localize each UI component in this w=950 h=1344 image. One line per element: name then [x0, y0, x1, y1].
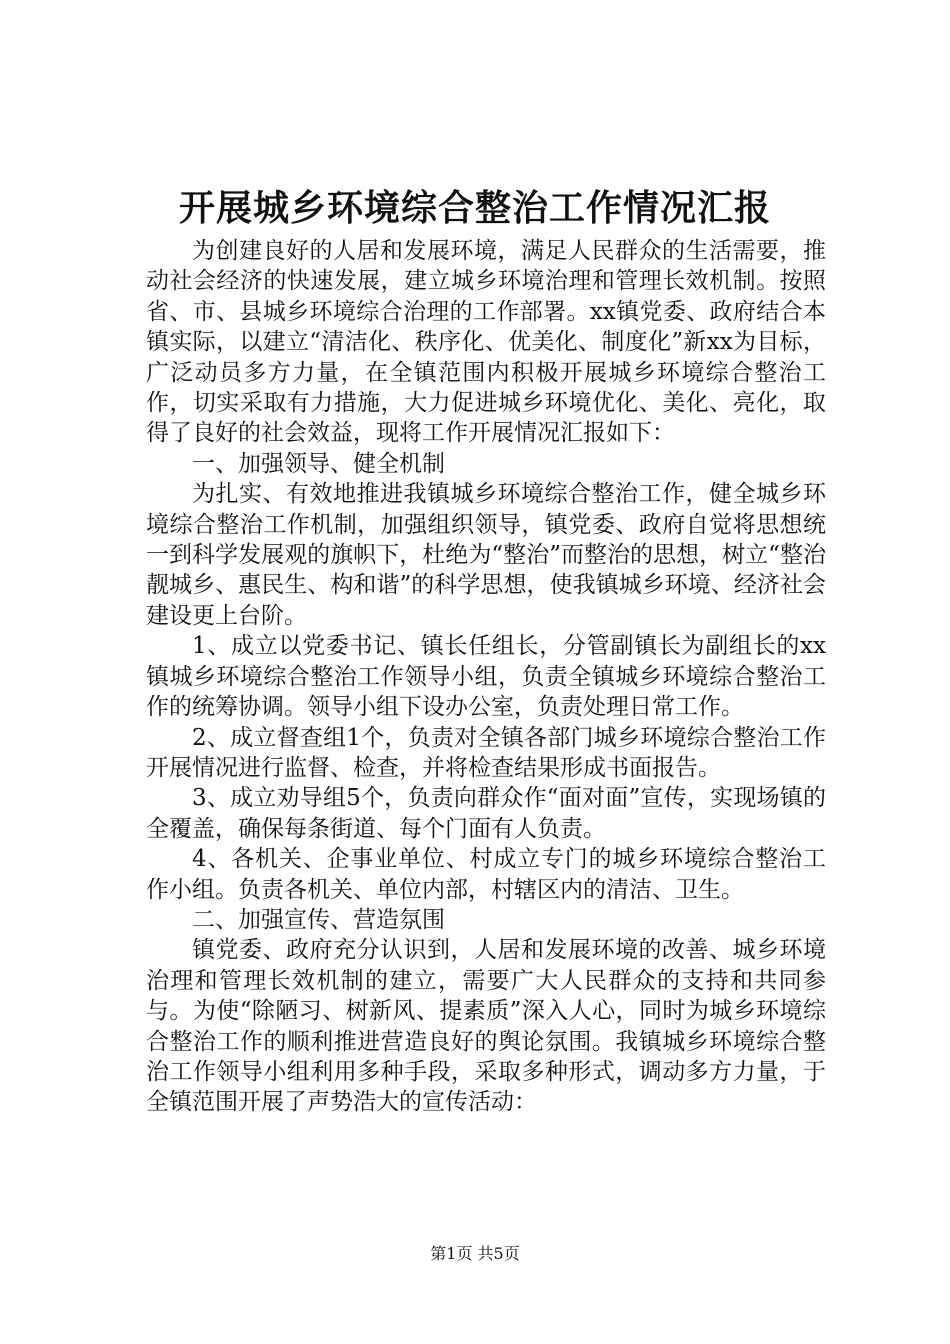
intro-paragraph: 为创建良好的人居和发展环境，满足人民群众的生活需要，推动社会经济的快速发展，建立城乡环境治理和管理长效机制。按照省、市、县城乡环境综合治理的工作部署。xx镇党委、政府结合本镇实际，以建立“清洁化、秩序化、优美化、制度化”新xx为目标，广泛动员多方力量，在全镇范围内积极开展城乡环境综合整治工作，切实采取有力措施，大力促进城乡环境优化、美化、亮化，取得了良好的社会效益，现将工作开展情况汇报如下： [146, 238, 826, 447]
document-title: 开展城乡环境综合整治工作情况汇报 [178, 187, 771, 229]
section-heading-2: 二、加强宣传、营造氛围 [192, 906, 445, 933]
section-2-paragraph: 镇党委、政府充分认识到，人居和发展环境的改善、城乡环境治理和管理长效机制的建立，需要广大人民群众的支持和共同参与。为使“除陋习、树新风、提素质”深入人心，同时为城乡环境综合整治工作的顺利推进营造良好的舆论氛围。我镇城乡环境综合整治工作领导小组利用多种手段，采取多种形式，调动多方力量，于全镇范围开展了声势浩大的宣传活动： [146, 937, 826, 1116]
document-body [146, 236, 826, 1118]
list-item-1: 1、成立以党委书记、镇长任组长，分管副镇长为副组长的xx镇城乡环境综合整治工作领导小组，负责全镇城乡环境综合整治工作的统筹协调。领导小组下设办公室，负责处理日常工作。 [146, 633, 826, 721]
section-heading-1: 一、加强领导、健全机制 [192, 450, 445, 477]
list-item-2: 2、成立督查组1个，负责对全镇各部门城乡环境综合整治工作开展情况进行监督、检查，并将检查结果形成书面报告。 [146, 724, 826, 781]
list-item-4: 4、各机关、企事业单位、村成立专门的城乡环境综合整治工作小组。负责各机关、单位内部，村辖区内的清洁、卫生。 [146, 846, 826, 903]
section-1-paragraph: 为扎实、有效地推进我镇城乡环境综合整治工作，健全城乡环境综合整治工作机制，加强组织领导，镇党委、政府自觉将思想统一到科学发展观的旗帜下，杜绝为“整治”而整治的思想，树立“整治靓城乡、惠民生、构和谐”的科学思想，使我镇城乡环境、经济社会建设更上台阶。 [146, 481, 826, 629]
page-number-footer: 第1页 共5页 [430, 1244, 520, 1263]
list-item-3: 3、成立劝导组5个，负责向群众作“面对面”宣传，实现场镇的全覆盖，确保每条街道、每个门面有人负责。 [146, 785, 826, 842]
